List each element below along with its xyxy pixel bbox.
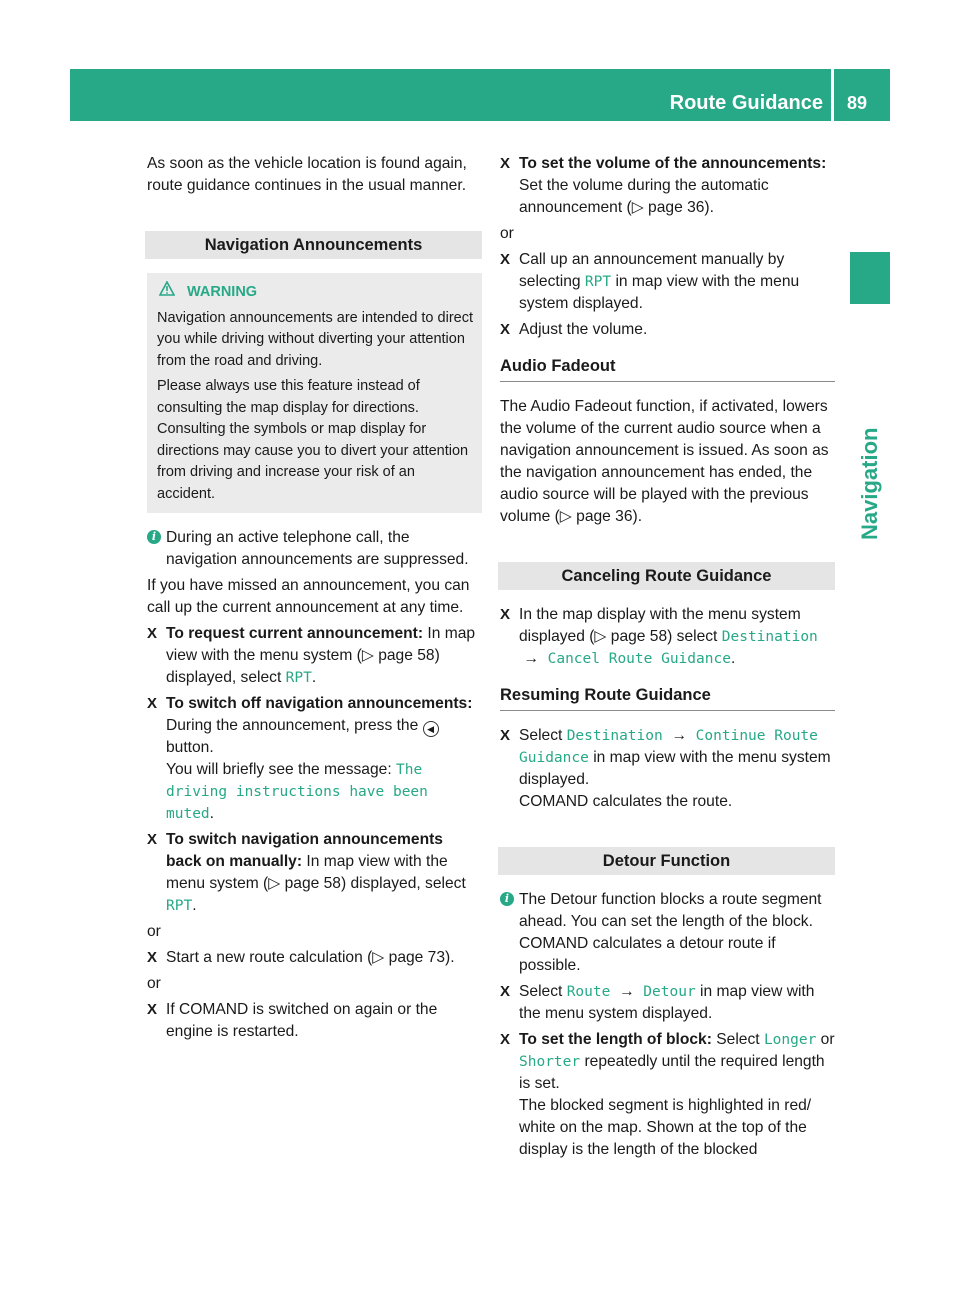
header-divider: [831, 69, 834, 121]
display-message-muted: The driving instructions have been muted: [166, 762, 428, 822]
menu-item-cancel-route-guidance: Cancel Route Guidance: [547, 651, 731, 667]
section-heading-detour: Detour Function: [498, 847, 835, 875]
right-column: [500, 153, 835, 1165]
section-heading-nav-announcements: Navigation Announcements: [145, 231, 482, 259]
arrow-bullet-icon: X: [147, 1001, 158, 1018]
list-item-detour-select: X Select Route → Detour in map view with the menu system displayed.: [500, 983, 815, 1022]
list-item-adjust: X Adjust the volume.: [500, 319, 835, 341]
page-ref-triangle-icon: ▷: [268, 875, 281, 892]
menu-item-rpt: RPT: [166, 898, 193, 914]
arrow-bullet-icon: X: [500, 321, 511, 338]
or-text: or: [147, 975, 161, 992]
page-ref-triangle-icon: ▷: [361, 647, 374, 664]
intro-paragraph: As soon as the vehicle location is found again, route guidance continues in the usual manner.: [147, 155, 467, 194]
right-arrow-icon: →: [614, 983, 639, 1000]
page-ref-triangle-icon: ▷: [372, 949, 385, 966]
info-note: i During an active telephone call, the navigation announcements are suppressed.: [147, 527, 482, 571]
section-heading-canceling: Canceling Route Guidance: [498, 562, 835, 590]
list-item-request: X To request current announcement: In map view with the menu system (▷ page 58) displayed, select RPT.: [147, 625, 476, 686]
list-item-comand-restart: X If COMAND is switched on again or the engine is restarted.: [147, 1001, 438, 1040]
menu-item-rpt: RPT: [285, 670, 312, 686]
list-item-call-up: X Call up an announcement manually by selecting RPT in map view with the menu system displayed.: [500, 251, 800, 312]
side-tab-label: Navigation: [857, 427, 882, 540]
warning-text-1: Navigation announcements are intended to direct you while driving without diverting your attention from the road and driving.: [157, 309, 473, 369]
menu-item-destination: Destination: [566, 728, 663, 744]
right-arrow-icon: →: [667, 727, 692, 744]
info-icon: i: [147, 530, 161, 544]
arrow-bullet-icon: X: [147, 831, 158, 848]
menu-item-detour: Detour: [643, 984, 696, 1000]
arrow-bullet-icon: X: [500, 983, 511, 1000]
arrow-bullet-icon: X: [500, 251, 511, 268]
arrow-bullet-icon: X: [500, 606, 511, 623]
page-title: Route Guidance: [669, 92, 823, 114]
info-icon: i: [500, 892, 514, 906]
menu-item-shorter: Shorter: [519, 1054, 581, 1070]
menu-item-continue-route-guidance: Continue Route Guidance: [519, 728, 818, 766]
list-item-switch-off: X To switch off navigation announcements: During the announcement, press the ◀ button. You will briefly see the message: The driving instructions have been muted.: [147, 695, 473, 822]
missed-paragraph: If you have missed an announcement, you can call up the current announcement at any time.: [147, 577, 470, 616]
arrow-bullet-icon: X: [500, 155, 511, 172]
or-text: or: [147, 923, 161, 940]
list-item-switch-on: X To switch navigation announcements back on manually: In map view with the menu system (▷ page 58) displayed, select RPT.: [147, 831, 466, 914]
list-item-resume: X Select Destination → Continue Route Guidance in map view with the menu system displayed. COMAND calculates the route.: [500, 727, 831, 810]
side-tab-marker: [850, 252, 890, 304]
left-column: [147, 153, 482, 1047]
page-ref-triangle-icon: ▷: [594, 628, 607, 645]
menu-item-longer: Longer: [763, 1032, 817, 1048]
or-text: or: [500, 225, 514, 242]
menu-item-destination: Destination: [721, 629, 818, 645]
subheading-resuming: Resuming Route Guidance: [500, 684, 835, 711]
page-number: 89: [847, 93, 868, 113]
arrow-bullet-icon: X: [500, 727, 511, 744]
list-item-start-new: X Start a new route calculation (▷ page 73).: [147, 947, 482, 969]
arrow-bullet-icon: X: [500, 1031, 511, 1048]
list-item-block-length: X To set the length of block: Select Longer or Shorter repeatedly until the required length is set. The blocked segment is highlighted in red/ white on the map. Shown at the top of the display is the length of the blocked: [500, 1031, 835, 1158]
audio-fadeout-paragraph: The Audio Fadeout function, if activated, lowers the volume of the current audio source when a navigation announcement is issued. As soon as the navigation announcement has ended, the audio source will be played with the previous volume (▷ page 36).: [500, 398, 829, 525]
page-ref-triangle-icon: ▷: [559, 508, 572, 525]
warning-title: WARNING: [157, 281, 474, 304]
page-ref-triangle-icon: ▷: [631, 199, 644, 216]
list-item-cancel: X In the map display with the menu system displayed (▷ page 58) select Destination → Cancel Route Guidance.: [500, 606, 818, 667]
arrow-bullet-icon: X: [147, 695, 158, 712]
info-note-detour: i The Detour function blocks a route segment ahead. You can set the length of the block. COMAND calculates a detour route if possible.: [500, 889, 835, 977]
mute-button-icon: ◀: [423, 721, 439, 737]
subheading-audio-fadeout: Audio Fadeout: [500, 355, 835, 382]
list-item-set-volume: X To set the volume of the announcements: Set the volume during the automatic announcement (▷ page 36).: [500, 155, 827, 216]
menu-item-route: Route: [566, 984, 611, 1000]
arrow-bullet-icon: X: [147, 949, 158, 966]
menu-item-rpt: RPT: [584, 274, 612, 290]
right-arrow-icon: →: [519, 650, 544, 667]
arrow-bullet-icon: X: [147, 625, 158, 642]
warning-box: [147, 273, 482, 513]
warning-text-2: Please always use this feature instead of consulting the map display for directions. Consulting the symbols or map display for directions may cause you to divert your attention from driving and increase your risk of an accident.: [157, 378, 469, 502]
warning-triangle-icon: [159, 281, 175, 304]
